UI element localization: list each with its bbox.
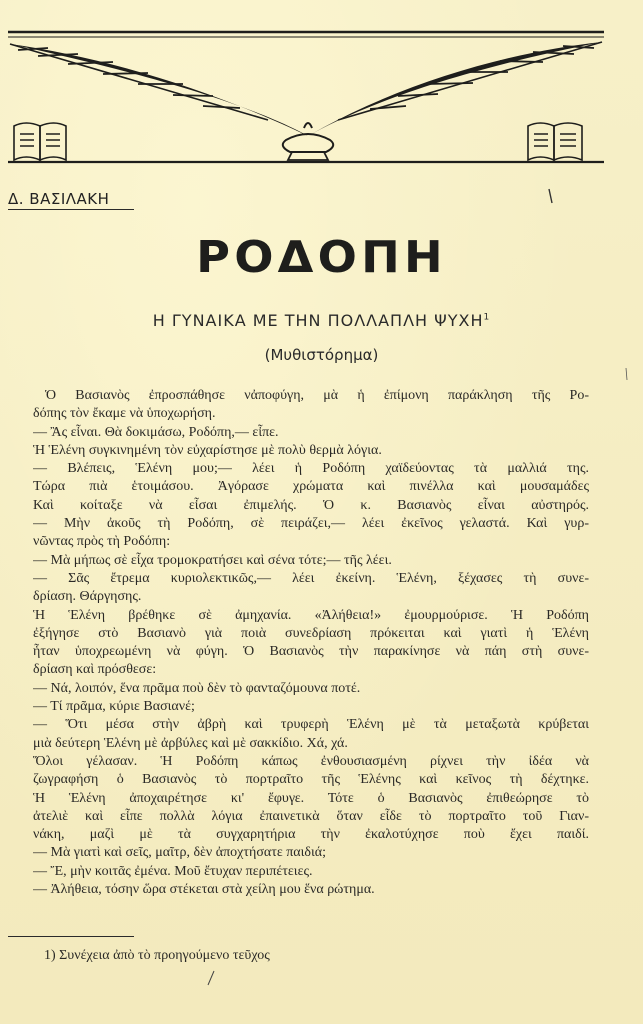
stray-mark [208, 971, 214, 985]
header-illustration [8, 28, 604, 168]
story-body [33, 387, 589, 899]
text-line: Τώρα πιὰ ἑτοιμάσου. Ἀγόρασε χρώματα καὶ πινέλλα καὶ μουσαμάδες [33, 479, 589, 495]
text-line: ἀτελιὲ καὶ εἶπε πολλὰ λόγια ἐπαινετικὰ ὅταν εἶδε τὸ πορτραῖτο τοῦ Γιαν- [33, 808, 589, 824]
text-line: — Νά, λοιπόν, ἕνα πρᾶμα ποὺ δὲν τὸ φανταζόμουνα ποτέ. [33, 680, 361, 696]
text-line: — Μὴν ἀκοῦς τὴ Ροδόπη, σὲ πειράζει,— λέει ἐκεῖνος γελαστά. Καὶ γυρ- [33, 516, 589, 532]
stray-mark [626, 368, 627, 380]
text-line: δρίαση. Θάργησης. [33, 589, 142, 605]
text-line: ἐξήγησε στὸ Βασιανὸ γιὰ ποιὰ συνεδρίαση πρόκειται καὶ γιατὶ ἡ Ἑλένη [33, 625, 589, 641]
story-title: ΡΟΔΟΠΗ [196, 232, 447, 283]
author-name: Δ. ΒΑΣΙΛΑΚΗ [8, 190, 110, 208]
footnote: 1) Συνέχεια ἀπὸ τὸ προηγούμενο τεῦχος [44, 948, 270, 963]
text-line: δρίαση καὶ πρόσθεσε: [33, 662, 157, 678]
genre-label: (Μυθιστόρημα) [264, 346, 379, 364]
text-line: Ἡ Ἑλένη ἀποχαιρέτησε κι' ἔφυγε. Τότε ὁ Βασιανὸς ἐπιθεώρησε τὸ [33, 790, 589, 806]
text-line: — Τί πρᾶμα, κύριε Βασιανέ; [33, 699, 195, 715]
text-line: νῶντας πρὸς τὴ Ροδόπη: [33, 534, 171, 550]
text-line: Ἡ Ἑλένη βρέθηκε σὲ ἀμηχανία. «Ἀλήθεια!» ἐμουρμούρισε. Ἡ Ροδόπη [33, 607, 589, 623]
stray-mark [549, 189, 552, 203]
text-line: ἦταν ὑποχρεωμένη νὰ φύγη. Ὁ Βασιανὸς τὴν παρακίνησε νὰ πάη στὴ συνε- [33, 644, 589, 660]
text-line: Ὅλοι γέλασαν. Ἡ Ροδόπη κάπως ἐνθουσιασμένη ρίχνει τὴν ἰδέα νὰ [33, 753, 589, 769]
text-line: — Ἀλήθεια, τόσην ὥρα στέκεται στὰ χείλη μου ἕνα ρώτημα. [33, 882, 375, 898]
text-line: — Ἔ, μὴν κοιτᾶς ἐμένα. Μοῦ ἔτυχαν περιπέτειες. [33, 863, 313, 879]
text-line: — Μὰ μήπως σὲ εἶχα τρομοκρατήσει καὶ σένα τότε;— τῆς λέει. [33, 552, 392, 568]
footnote-marker: 1 [483, 312, 491, 323]
text-line: Καὶ κοίταξε νὰ εἶσαι ἐπιμελής. Ὁ κ. Βασιανὸς εἶναι αὐστηρός. [33, 497, 589, 513]
text-line: — Βλέπεις, Ἑλένη μου;— λέει ἡ Ροδόπη χαϊδεύοντας τὰ μαλλιά της. [33, 461, 589, 477]
text-line: ζωγραφήση ὁ Βασιανὸς τὸ πορτραῖτο τῆς Ἑλένης καὶ κεῖνος τὴ δέχτηκε. [33, 772, 589, 788]
footnote-rule [8, 936, 134, 937]
author-underline [8, 209, 134, 210]
text-line: μιὰ δεύτερη Ἑλένη μὲ ἀρβύλες καὶ μὲ σακκίδιο. Χά, χά. [33, 735, 348, 751]
text-line: — Ἂς εἶναι. Θὰ δοκιμάσω, Ροδόπη,— εἶπε. [33, 424, 279, 440]
text-line: δόπης τὸν ἔκαμε νὰ ὑποχωρήση. [33, 406, 216, 422]
text-line: Ὁ Βασιανὸς ἐπροσπάθησε νἀποφύγη, μὰ ἡ ἐπίμονη παράκληση τῆς Ρο- [45, 388, 589, 403]
text-line: νάκη, μαζὶ μὲ τὰ συγχαρητήρια τὴν ἐκαλοτύχησε ποὺ ἔχει παιδί. [33, 827, 589, 843]
text-line: — Ὅτι μέσα στὴν ἀβρὴ καὶ τρυφερὴ Ἑλένη μὲ τὰ μεταξωτὰ κρύβεται [33, 717, 589, 733]
text-line: — Μὰ γιατὶ καὶ σεῖς, μαῖτρ, δὲν ἀποχτήσατε παιδιά; [33, 845, 326, 861]
story-subtitle [0, 311, 643, 330]
text-line: Ἡ Ἑλένη συγκινημένη τὸν εὐχαρίστησε μὲ πολὺ θερμὰ λόγια. [33, 442, 382, 458]
text-line: — Σᾶς ἔτρεμα κυριολεκτικῶς,— λέει ἐκείνη. Ἑλένη, ξέχασες τὴ συνε- [33, 570, 589, 586]
subtitle-text: Η ΓΥΝΑΙΚΑ ΜΕ ΤΗΝ ΠΟΛΛΑΠΛΗ ΨΥΧΗ [152, 311, 484, 330]
